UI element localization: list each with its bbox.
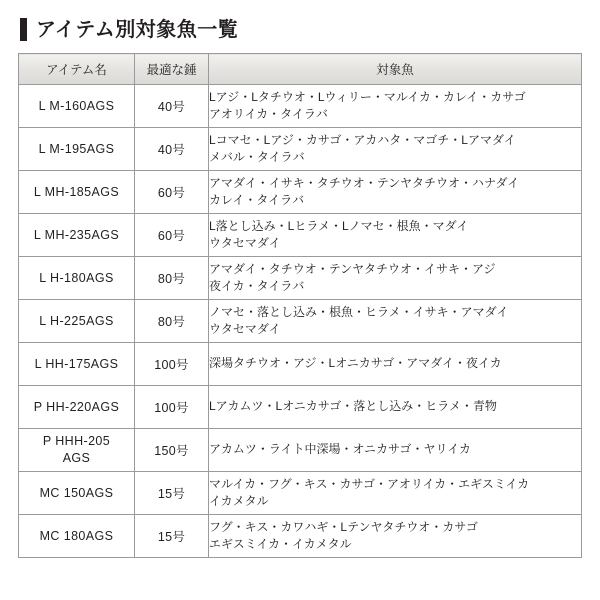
cell-target-fish — [209, 128, 582, 171]
target-fish-line: アマダイ・タチウオ・テンヤタチウオ・イサキ・アジ — [209, 261, 496, 276]
target-fish-line: ウタセマダイ — [209, 236, 281, 250]
cell-target-fish — [209, 515, 582, 558]
target-fish-line: 夜イカ・タイラバ — [209, 279, 305, 293]
table-row — [19, 128, 582, 171]
column-header-target-fish: 対象魚 — [209, 54, 582, 85]
cell-sinker: 100号 — [135, 343, 209, 386]
cell-item-name: L M-195AGS — [19, 128, 135, 171]
target-fish-line: アオリイカ・タイラバ — [209, 107, 328, 121]
target-fish-line: フグ・キス・カワハギ・Lテンヤタチウオ・カサゴ — [209, 519, 478, 534]
cell-item-name: L M-160AGS — [19, 85, 135, 128]
cell-item-name: L H-180AGS — [19, 257, 135, 300]
target-fish-line: メバル・タイラバ — [209, 150, 305, 164]
title-accent-bar — [20, 18, 27, 41]
target-fish-line: マルイカ・フグ・キス・カサゴ・アオリイカ・エギスミイカ — [209, 476, 530, 491]
column-header-item-name: アイテム名 — [19, 54, 135, 85]
cell-sinker: 40号 — [135, 128, 209, 171]
table-row — [19, 300, 582, 343]
table-body — [19, 85, 582, 558]
cell-sinker: 80号 — [135, 257, 209, 300]
column-header-sinker: 最適な錘 — [135, 54, 209, 85]
page-title-text: アイテム別対象魚一覧 — [36, 18, 239, 41]
cell-item-name: L MH-235AGS — [19, 214, 135, 257]
table-row — [19, 343, 582, 386]
table-row — [19, 257, 582, 300]
target-fish-line: ウタセマダイ — [209, 322, 281, 336]
cell-target-fish — [209, 343, 582, 386]
cell-sinker: 80号 — [135, 300, 209, 343]
cell-sinker: 15号 — [135, 472, 209, 515]
cell-sinker: 150号 — [135, 429, 209, 472]
target-fish-line: イカメタル — [209, 494, 269, 508]
target-fish-line: 深場タチウオ・アジ・Lオニカサゴ・アマダイ・夜イカ — [209, 356, 502, 371]
table-header — [19, 54, 582, 85]
target-fish-line: アマダイ・イサキ・タチウオ・テンヤタチウオ・ハナダイ — [209, 175, 520, 190]
target-fish-line: L落とし込み・Lヒラメ・Lノマセ・根魚・マダイ — [209, 218, 469, 233]
cell-target-fish — [209, 257, 582, 300]
target-fish-table — [18, 53, 582, 558]
target-fish-line: Lアジ・Lタチウオ・Lウィリー・マルイカ・カレイ・カサゴ — [209, 89, 526, 104]
cell-target-fish — [209, 171, 582, 214]
target-fish-line: エギスミイカ・イカメタル — [209, 537, 352, 551]
cell-item-name: P HHH-205 AGS — [19, 429, 135, 472]
target-fish-line: ノマセ・落とし込み・根魚・ヒラメ・イサキ・アマダイ — [209, 304, 509, 319]
cell-item-name: L HH-175AGS — [19, 343, 135, 386]
target-fish-line: カレイ・タイラバ — [209, 193, 305, 207]
cell-target-fish — [209, 472, 582, 515]
cell-item-name: L H-225AGS — [19, 300, 135, 343]
table-row — [19, 386, 582, 429]
cell-sinker: 60号 — [135, 214, 209, 257]
cell-target-fish — [209, 85, 582, 128]
table-row — [19, 472, 582, 515]
target-fish-line: アカムツ・ライト中深場・オニカサゴ・ヤリイカ — [209, 442, 471, 457]
cell-sinker: 100号 — [135, 386, 209, 429]
cell-item-name: MC 180AGS — [19, 515, 135, 558]
cell-item-name: L MH-185AGS — [19, 171, 135, 214]
table-row — [19, 214, 582, 257]
cell-sinker: 60号 — [135, 171, 209, 214]
table-row — [19, 515, 582, 558]
cell-target-fish — [209, 214, 582, 257]
cell-sinker: 40号 — [135, 85, 209, 128]
cell-target-fish — [209, 429, 582, 472]
table-row — [19, 171, 582, 214]
target-fish-line: Lアカムツ・Lオニカサゴ・落とし込み・ヒラメ・青物 — [209, 399, 497, 414]
page-title — [20, 18, 582, 41]
table-row — [19, 429, 582, 472]
cell-sinker: 15号 — [135, 515, 209, 558]
cell-target-fish — [209, 300, 582, 343]
cell-item-name: MC 150AGS — [19, 472, 135, 515]
target-fish-line: Lコマセ・Lアジ・カサゴ・アカハタ・マゴチ・Lアマダイ — [209, 132, 516, 147]
cell-target-fish — [209, 386, 582, 429]
table-row — [19, 85, 582, 128]
table-header-row — [19, 54, 582, 85]
cell-item-name: P HH-220AGS — [19, 386, 135, 429]
